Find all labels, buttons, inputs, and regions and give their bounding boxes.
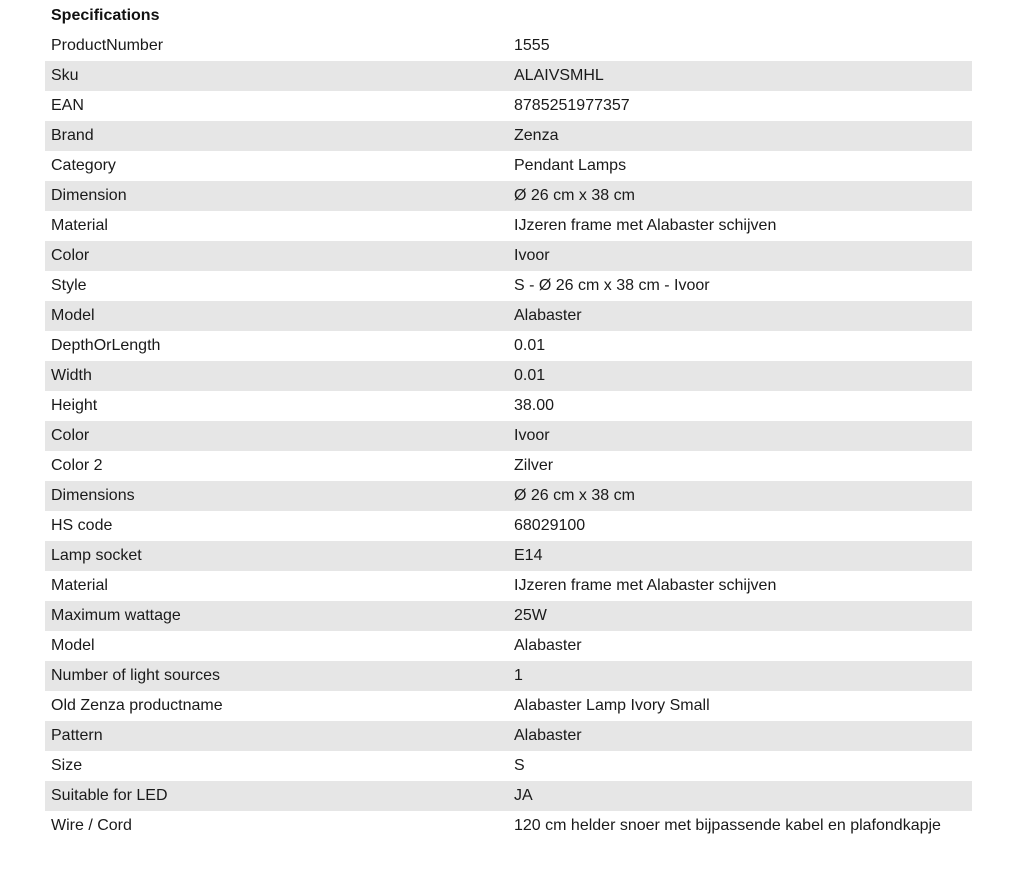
spec-row bbox=[45, 691, 972, 721]
spec-value: 0.01 bbox=[508, 361, 972, 391]
spec-label: Number of light sources bbox=[45, 661, 508, 691]
spec-value: E14 bbox=[508, 541, 972, 571]
spec-row bbox=[45, 151, 972, 181]
spec-value: Ø 26 cm x 38 cm bbox=[508, 481, 972, 511]
spec-label: ProductNumber bbox=[51, 37, 164, 54]
spec-row bbox=[45, 511, 972, 541]
spec-value: 25W bbox=[508, 601, 972, 631]
spec-value: Ø 26 cm x 38 cm bbox=[508, 181, 972, 211]
spec-label: EAN bbox=[51, 97, 84, 114]
spec-value: Ivoor bbox=[508, 421, 972, 451]
spec-row bbox=[45, 451, 972, 481]
spec-label: Width bbox=[45, 361, 508, 391]
specifications-section bbox=[45, 0, 972, 861]
spec-label: Size bbox=[51, 757, 83, 774]
spec-row bbox=[45, 181, 972, 211]
spec-label: Dimensions bbox=[45, 481, 508, 511]
specifications-title: Specifications bbox=[51, 7, 160, 24]
spec-row bbox=[45, 481, 972, 511]
spec-value: 8785251977357 bbox=[514, 97, 630, 114]
spec-value: S bbox=[514, 757, 525, 774]
spec-label: Material bbox=[51, 577, 108, 594]
spec-label: Dimension bbox=[45, 181, 508, 211]
spec-label: Material bbox=[51, 217, 108, 234]
spec-row bbox=[45, 721, 972, 751]
spec-row bbox=[45, 211, 972, 241]
spec-label: Model bbox=[45, 301, 508, 331]
spec-row bbox=[45, 61, 972, 91]
spec-label: Suitable for LED bbox=[45, 781, 508, 811]
spec-label: Maximum wattage bbox=[45, 601, 508, 631]
spec-row bbox=[45, 601, 972, 631]
spec-value: Alabaster bbox=[514, 637, 582, 654]
spec-label: Old Zenza productname bbox=[51, 697, 223, 714]
spec-value: 0.01 bbox=[514, 337, 546, 354]
spec-label: Color bbox=[45, 241, 508, 271]
spec-label: Color bbox=[45, 421, 508, 451]
spec-value: IJzeren frame met Alabaster schijven bbox=[514, 577, 777, 594]
spec-value: Zilver bbox=[514, 457, 554, 474]
spec-value: S - Ø 26 cm x 38 cm - Ivoor bbox=[514, 277, 710, 294]
spec-value: Alabaster bbox=[508, 721, 972, 751]
spec-row bbox=[45, 91, 972, 121]
spec-label: Color 2 bbox=[51, 457, 103, 474]
spec-row bbox=[45, 271, 972, 301]
spec-value: 120 cm helder snoer met bijpassende kabel en plafondkapje bbox=[514, 817, 941, 834]
spec-row bbox=[45, 661, 972, 691]
spec-value: 1 bbox=[508, 661, 972, 691]
spec-value: IJzeren frame met Alabaster schijven bbox=[514, 217, 777, 234]
spec-value: Ivoor bbox=[508, 241, 972, 271]
spec-label: Model bbox=[51, 637, 95, 654]
spec-label: Height bbox=[51, 397, 98, 414]
spec-value: Pendant Lamps bbox=[514, 157, 627, 174]
spec-row bbox=[45, 361, 972, 391]
spec-row bbox=[45, 811, 972, 861]
spec-row bbox=[45, 301, 972, 331]
spec-label: DepthOrLength bbox=[51, 337, 161, 354]
spec-row bbox=[45, 421, 972, 451]
spec-label: Brand bbox=[45, 121, 508, 151]
spec-row bbox=[45, 541, 972, 571]
spec-value: 68029100 bbox=[514, 517, 586, 534]
spec-value: Alabaster bbox=[508, 301, 972, 331]
spec-row bbox=[45, 631, 972, 661]
specifications-table bbox=[45, 31, 972, 861]
spec-value: Zenza bbox=[508, 121, 972, 151]
spec-label: Wire / Cord bbox=[51, 817, 132, 834]
spec-row bbox=[45, 391, 972, 421]
spec-row bbox=[45, 751, 972, 781]
spec-row bbox=[45, 121, 972, 151]
spec-label: Sku bbox=[45, 61, 508, 91]
spec-value: ALAIVSMHL bbox=[508, 61, 972, 91]
spec-value: 38.00 bbox=[514, 397, 555, 414]
spec-label: Pattern bbox=[45, 721, 508, 751]
spec-label: Style bbox=[51, 277, 87, 294]
spec-row bbox=[45, 241, 972, 271]
spec-label: Category bbox=[51, 157, 116, 174]
spec-label: Lamp socket bbox=[45, 541, 508, 571]
spec-row bbox=[45, 331, 972, 361]
spec-row bbox=[45, 571, 972, 601]
spec-row bbox=[45, 781, 972, 811]
spec-value: JA bbox=[508, 781, 972, 811]
spec-label: HS code bbox=[51, 517, 113, 534]
spec-value: 1555 bbox=[514, 37, 550, 54]
spec-value: Alabaster Lamp Ivory Small bbox=[514, 697, 710, 714]
specifications-table-body bbox=[45, 31, 972, 861]
spec-row bbox=[45, 31, 972, 61]
